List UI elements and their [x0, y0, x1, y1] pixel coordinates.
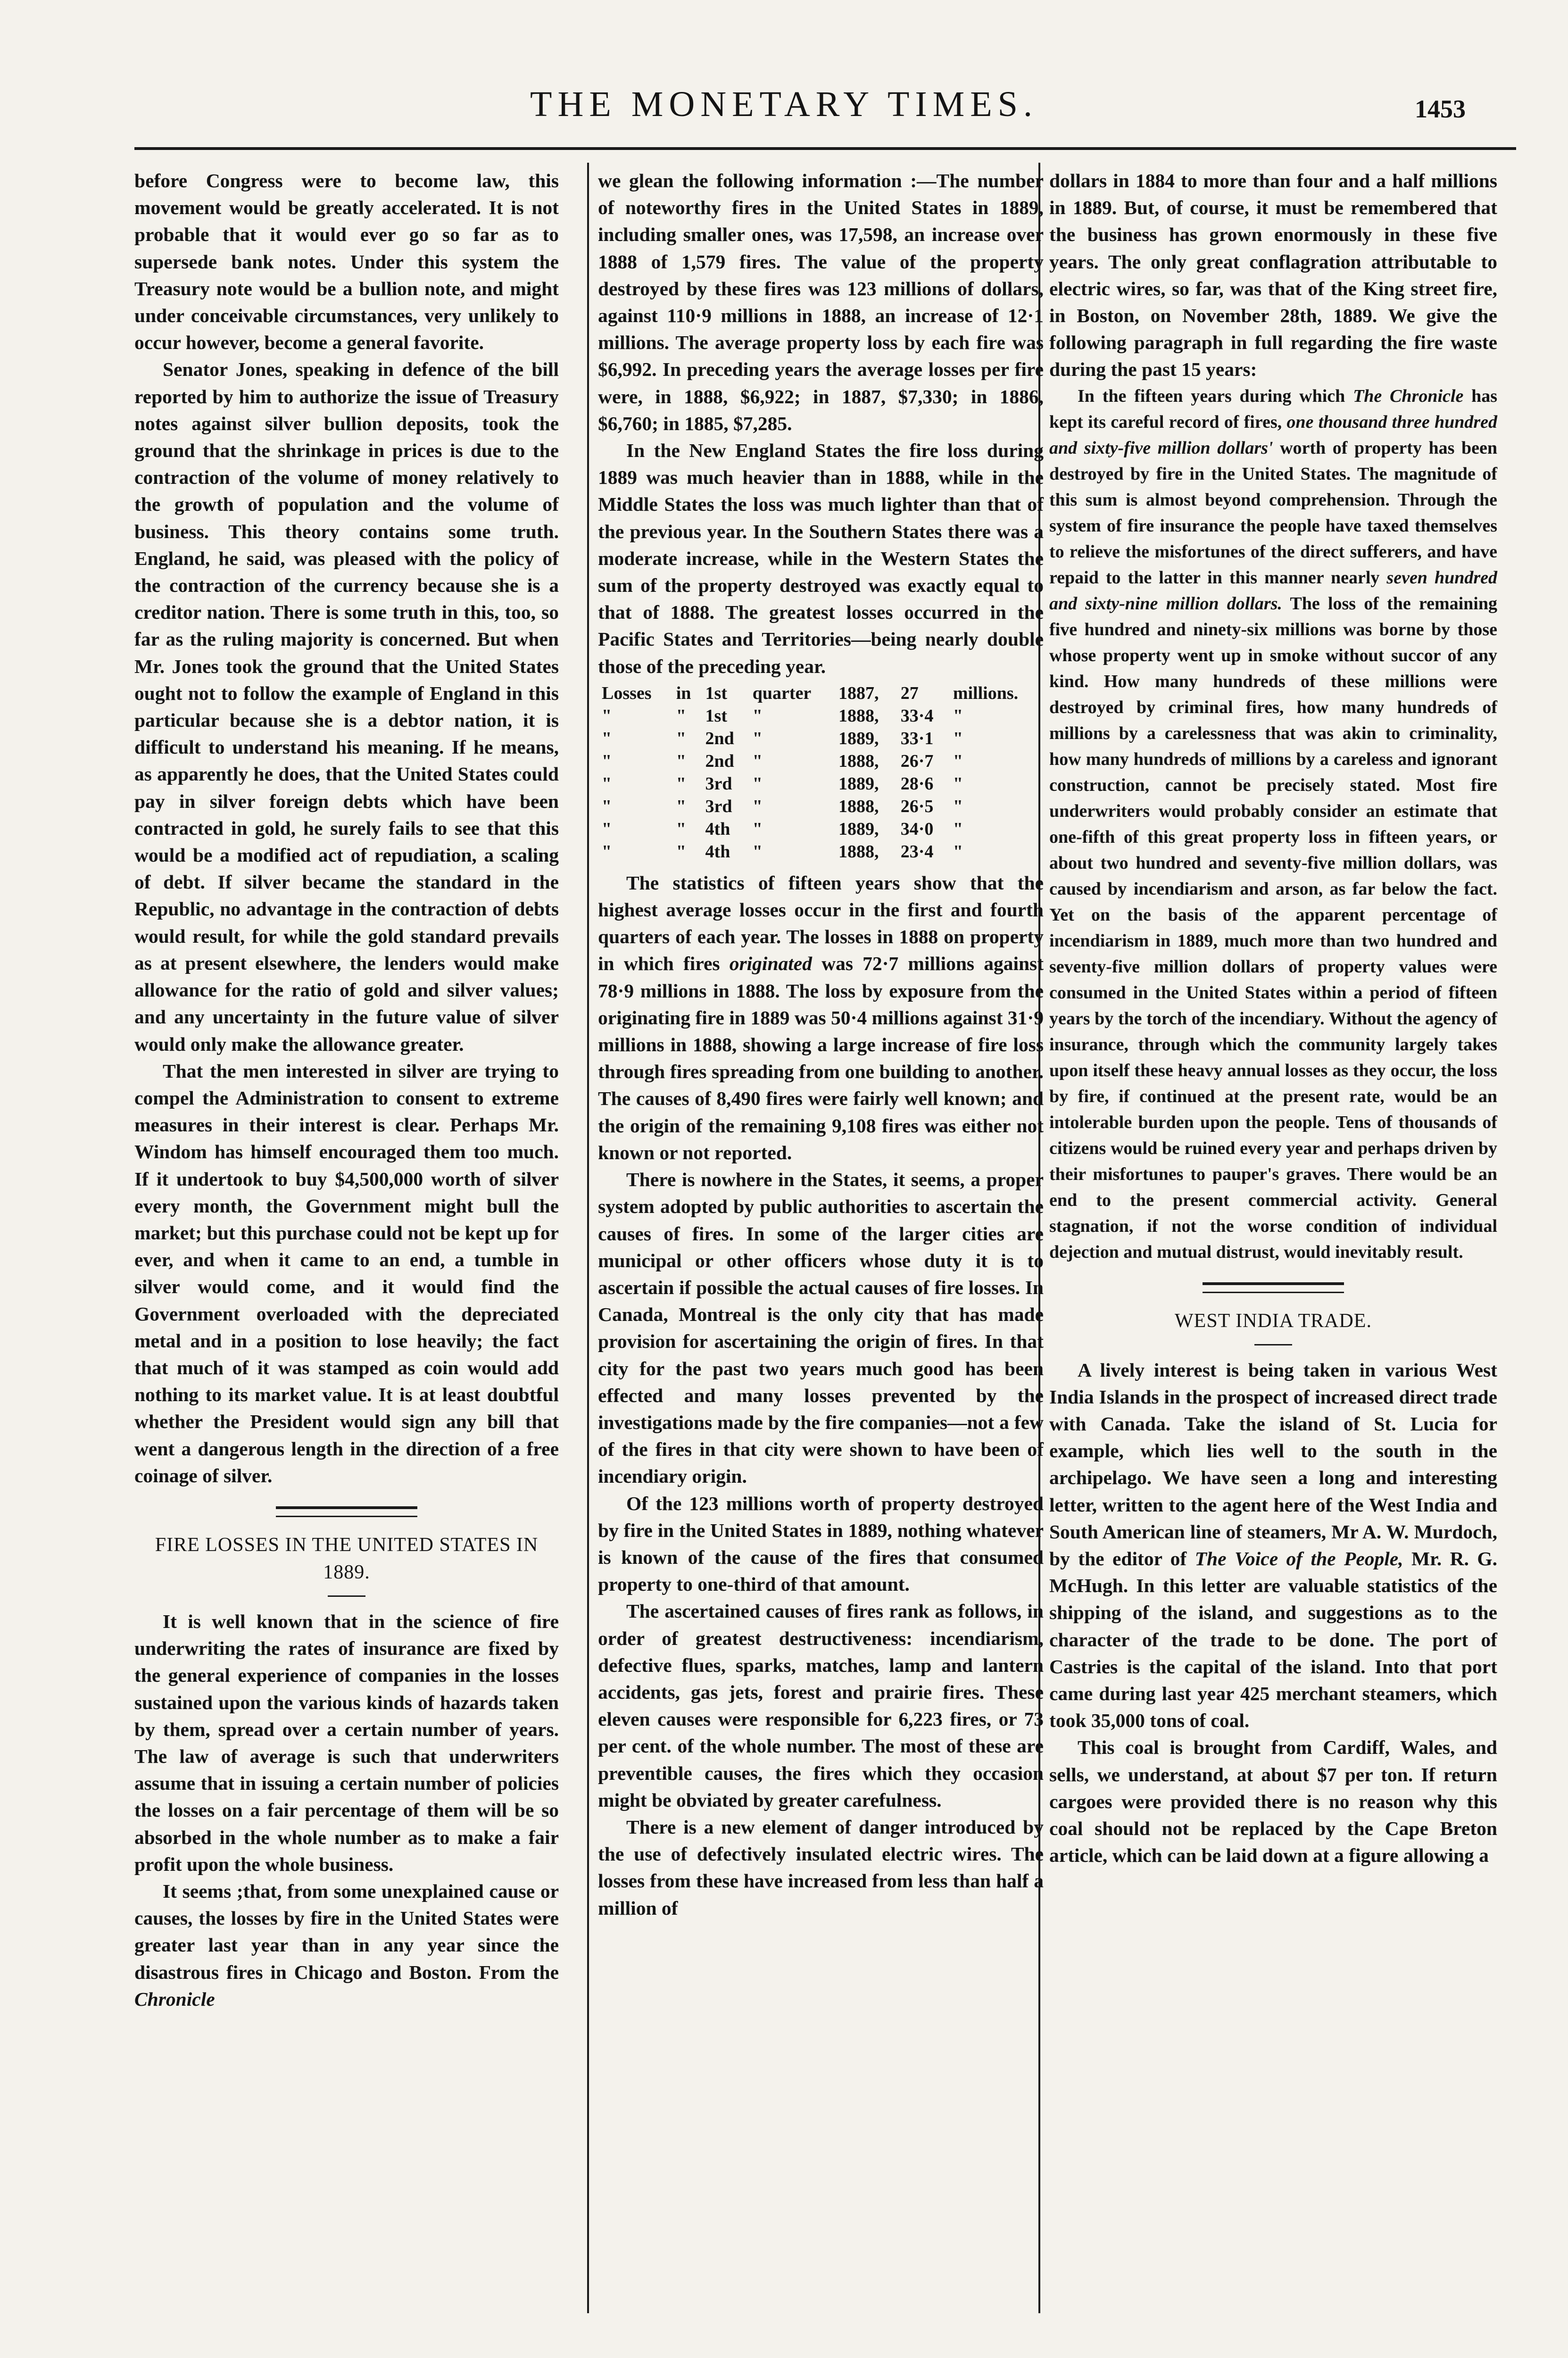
table-cell: ": [953, 728, 963, 748]
table-cell: ": [602, 841, 612, 862]
table-cell: 34·0: [900, 819, 934, 839]
text: The statistics of fifteen years show that the highest average losses occur in the first and fourth quarters of each year. The losses in 1888 on property in which fires: [598, 872, 1044, 975]
table-cell: ": [676, 796, 686, 816]
table-row: [598, 727, 1044, 750]
table-cell: 1889,: [838, 773, 879, 794]
table-cell: 33·4: [900, 706, 934, 726]
paragraph: [134, 1878, 559, 2013]
italic-text: Chronicle: [134, 1988, 215, 2010]
heading-rule: [1254, 1344, 1292, 1345]
table-cell: 1st: [705, 683, 727, 703]
table-cell: 1889,: [838, 819, 879, 839]
table-cell: ": [676, 751, 686, 771]
text: The loss of the remaining five hundred and ninety-six millions was borne by those whose property went up in smoke without succor of any kind. How many hundreds of these millions were destroyed by criminal fires, how many hundreds of millions by a carelessness that was akin to criminality, how many hundreds of millions by a careless and ignorant construction, cannot be precisely stated. Most fire underwriters would probably consider an estimate that one-fifth of this great property loss in fifteen years, or about two hundred and seventy-five million dollars, was caused by incendiarism and arson, as far below the fact. Yet on the basis of the apparent percentage of incendiarism in 1889, much more than two hundred and seventy-five million dollars of property values were consumed in the United States within a period of fifteen years by the torch of the incendiary. Without the agency of insurance, through which the community largely takes upon itself these heavy annual losses as they occur, the loss by fire, if continued at the present rate, would be an intolerable burden upon the people. Tens of thousands of citizens would be ruined every year and perhaps driven by their misfortunes to pauper's graves. There would be an end to the present commercial activity. General stagnation, if not the worse condition of individual dejection and mutual distrust, would inevitably result.: [1049, 593, 1497, 1262]
paragraph: Of the 123 millions worth of property destroyed by fire in the United States in 1889, nothing whatever is known of the cause of the fires that consumed property to one-third of that amount.: [598, 1492, 1044, 1595]
table-row: [598, 772, 1044, 795]
table-cell: ": [676, 841, 686, 862]
table-cell: ": [953, 773, 963, 794]
table-cell: ": [676, 819, 686, 839]
text: It seems ;that, from some unexplained cause or causes, the losses by fire in the United States were greater last year than in any year since the disastrous fires in Chicago and Boston. From the: [134, 1880, 559, 1983]
section-rule: [276, 1516, 417, 1517]
text: A lively interest is being taken in various West India Islands in the prospect of increased direct trade with Canada. Take the island of St. Lucia for example, which lies well to the south in the archipelago. We have seen a long and interesting letter, written to the agent here of the West India and South American line of steamers, Mr A. W. Murdoch, by the editor of: [1049, 1359, 1497, 1570]
table-cell: 3rd: [705, 773, 732, 794]
table-cell: ": [602, 706, 612, 726]
quoted-paragraph: [1049, 383, 1497, 1265]
table-cell: ": [752, 751, 763, 771]
table-cell: 1888,: [838, 841, 879, 862]
table-cell: ": [953, 841, 963, 862]
table-row: [598, 682, 1044, 705]
table-cell: 1887,: [838, 683, 879, 703]
text: worth of property has been destroyed by fire in the United States. The magnitude of this sum is almost beyond comprehension. Through the system of fire insurance the people have taxed themselves to relieve the misfortunes of the direct sufferers, and have repaid to the latter in this manner nearly: [1049, 438, 1497, 588]
table-cell: ": [953, 751, 963, 771]
table-cell: ": [953, 706, 963, 726]
paragraph: It is well known that in the science of fire underwriting the rates of insurance are fixed by the general experience of companies in the losses sustained upon the various kinds of hazards taken by them, spread over a certain number of years. The law of average is such that underwriters assume that in issuing a certain number of policies the losses on a fair percentage of them will be so absorbed in the whole number as to make a fair profit upon the whole business.: [134, 1610, 559, 1875]
table-cell: in: [676, 683, 691, 703]
table-cell: ": [752, 841, 763, 862]
table-row: [598, 750, 1044, 772]
table-cell: 2nd: [705, 728, 734, 748]
table-cell: Losses: [602, 683, 652, 703]
paragraph: That the men interested in silver are trying to compel the Administration to consent to extreme measures in their interest is clear. Perhaps Mr. Windom has himself encouraged them too much. If it undertook to buy $4,500,000 worth of silver every month, the Government might bull the market; but this purchase could not be kept up for ever, and when it came to an end, a tumble in silver would come, and it would find the Government overloaded with the depreciated metal and in a position to lose heavily; the fact that much of it was stamped as coin would add nothing to its market value. It is at least doubtful whether the President would sign any bill that went a dangerous length in the direction of a free coinage of silver.: [134, 1060, 559, 1486]
table-cell: ": [602, 796, 612, 816]
paragraph: dollars in 1884 to more than four and a half millions in 1889. But, of course, it must be remembered that the business has grown enormously in these five years. The only great conflagration attributable to electric wires, so far, was that of the King street fire, in Boston, on November 28th, 1889. We give the following paragraph in full regarding the fire waste during the past 15 years:: [1049, 170, 1497, 381]
table-cell: 1889,: [838, 728, 879, 748]
losses-table: [598, 682, 1044, 863]
table-cell: ": [602, 819, 612, 839]
table-row: [598, 795, 1044, 818]
paragraph: In the New England States the fire loss during 1889 was much heavier than in 1888, while in the Middle States the loss was much lighter than that of the previous year. In the Southern States there was a moderate increase, while in the Western States the sum of the property destroyed was exactly equal to that of 1888. The greatest losses occurred in the Pacific States and Territories—being nearly double those of the preceding year.: [598, 440, 1044, 677]
column-3: [1049, 167, 1497, 1869]
page-title: THE MONETARY TIMES.: [530, 84, 1038, 124]
paragraph: [1049, 1357, 1497, 1735]
paragraph: Senator Jones, speaking in defence of the bill reported by him to authorize the issue of Treasury notes against silver bullion deposits, took the ground that the shrinkage in prices is due to the contraction of the volume of money relatively to the growth of population and the volume of business. This theory contains some truth. England, he said, was pleased with the policy of the contraction of the currency because she is a creditor nation. There is some truth in this, too, so far as the ruling majority is concerned. But when Mr. Jones took the ground that the United States ought not to follow the example of England in this particular because she is a debtor nation, it is difficult to understand his meaning. If he means, as apparently he does, that the United States could pay in silver foreign debts which have been contracted in gold, he surely fails to see that this would be a modified act of repudiation, a scaling of debt. If silver became the standard in the Republic, no advantage in the contraction of debts would result, for while the gold standard prevails as at present elsewhere, the lenders would make allowance for the ratio of gold and silver values; and any uncertainty in the future value of silver would only make the allowance greater.: [134, 358, 559, 1055]
table-cell: ": [752, 728, 763, 748]
table-cell: 2nd: [705, 751, 734, 771]
column-1: [134, 167, 559, 2013]
section-heading: FIRE LOSSES IN THE UNITED STATES IN 1889.: [155, 1534, 539, 1583]
section-heading: WEST INDIA TRADE.: [1175, 1310, 1372, 1332]
table-cell: 23·4: [900, 841, 934, 862]
table-cell: ": [953, 796, 963, 816]
table-cell: ": [953, 819, 963, 839]
table-cell: ": [676, 706, 686, 726]
paragraph: There is a new element of danger introduced by the use of defectively insulated electric wires. The losses from these have increased from less than half a million of: [598, 1816, 1044, 1919]
table-cell: ": [602, 773, 612, 794]
table-cell: ": [676, 773, 686, 794]
table-cell: quarter: [752, 683, 812, 703]
section-rule: [1203, 1292, 1344, 1293]
table-cell: ": [602, 728, 612, 748]
table-cell: 28·6: [900, 773, 934, 794]
section-rule: [276, 1506, 417, 1509]
column-2: [598, 167, 1044, 1922]
table-cell: ": [602, 751, 612, 771]
paragraph: This coal is brought from Cardiff, Wales, and sells, we understand, at about $7 per ton. If return cargoes were provided there is no reason why this coal should not be replaced by the Cape Breton article, which can be laid down at a figure allowing a: [1049, 1736, 1497, 1867]
table-cell: millions.: [953, 683, 1019, 703]
column-divider: [587, 163, 589, 2313]
italic-text: originated: [729, 953, 812, 975]
italic-text: seven hundred and sixty-nine million dollars.: [1049, 567, 1498, 614]
table-cell: 26·7: [900, 751, 934, 771]
header-rule: [134, 147, 1516, 150]
table-row: [598, 840, 1044, 863]
table-cell: 1st: [705, 706, 727, 726]
paragraph: The ascertained causes of fires rank as follows, in order of greatest destructiveness: incendiarism, defective flues, sparks, matches, lamp and lantern accidents, gas jets, forest and prairie fires. These eleven causes were responsible for 6,223 fires, or 73 per cent. of the whole number. The most of these are preventible causes, the fires which they occasion might be obviated by greater carefulness.: [598, 1600, 1044, 1811]
paragraph: [598, 870, 1044, 1166]
table-cell: 1888,: [838, 796, 879, 816]
text: has kept its careful record of fires,: [1049, 386, 1498, 432]
table-cell: 4th: [705, 819, 730, 839]
table-cell: 33·1: [900, 728, 934, 748]
table-cell: 4th: [705, 841, 730, 862]
table-cell: 27: [900, 683, 919, 703]
table-cell: ": [752, 773, 763, 794]
text: In the fifteen years during which: [1078, 386, 1345, 406]
text: was 72·7 millions against 78·9 millions in 1888. The loss by exposure from the originating fire in 1889 was 50·4 millions against 31·9 millions in 1888, showing a large increase of fire loss through fires spreading from one building to another. The causes of 8,490 fires were fairly well known; and the origin of the remaining 9,108 fires was either not known or not reported.: [598, 953, 1044, 1163]
table-cell: 1888,: [838, 706, 879, 726]
page-number: 1453: [1415, 95, 1466, 123]
paragraph: before Congress were to become law, this movement would be greatly accelerated. It is not probable that it would ever go so far as to supersede bank notes. Under this system the Treasury note would be a bullion note, and might under conceivable circumstances, very unlikely to occur however, become a general favorite.: [134, 170, 559, 354]
table-cell: ": [752, 819, 763, 839]
heading-rule: [328, 1595, 365, 1597]
table-row: [598, 818, 1044, 840]
paragraph: we glean the following information :—The number of noteworthy fires in the United States in 1889, including smaller ones, was 17,598, an increase over 1888 of 1,579 fires. The value of the property destroyed by these fires was 123 millions of dollars, against 110·9 millions in 1888, an increase of 12·1 millions. The average property loss by each fire was $6,992. In preceding years the average losses per fire were, in 1888, $6,922; in 1887, $7,330; in 1886, $6,760; in 1885, $7,285.: [598, 170, 1044, 434]
paragraph: There is nowhere in the States, it seems, a proper system adopted by public authorities to ascertain the causes of fires. In some of the larger cities are municipal or other officers whose duty it is to ascertain if possible the actual causes of fire losses. In Canada, Montreal is the only city that has made provision for ascertaining the origin of fires. In that city for the past two years much good has been effected and many losses prevented by the investigations made by the fire companies—not a few of the fires in that city were shown to have been of incendiary origin.: [598, 1169, 1044, 1487]
table-cell: ": [676, 728, 686, 748]
table-cell: 26·5: [900, 796, 934, 816]
italic-text: The Chronicle: [1353, 386, 1464, 406]
table-row: [598, 705, 1044, 727]
text: Mr. R. G. McHugh. In this letter are valuable statistics of the shipping of the island, and suggestions as to the character of the trade to be done. The port of Castries is the capital of the island. Into that port came during last year 425 merchant steamers, which took 35,000 tons of coal.: [1049, 1548, 1498, 1732]
table-cell: 3rd: [705, 796, 732, 816]
table-cell: ": [752, 706, 763, 726]
table-cell: ": [752, 796, 763, 816]
italic-text: The Voice of the People,: [1195, 1548, 1403, 1570]
italic-text: one thousand three hundred and sixty-five million dollars': [1049, 412, 1497, 458]
section-rule: [1203, 1282, 1344, 1285]
table-cell: 1888,: [838, 751, 879, 771]
